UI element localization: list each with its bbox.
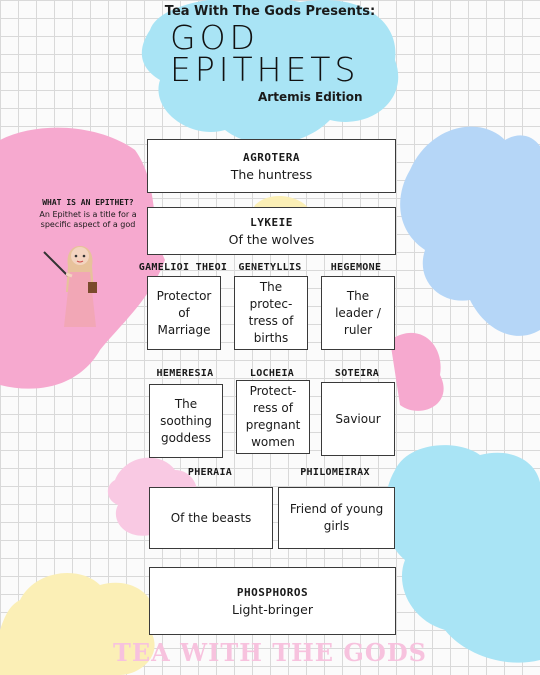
desc-hegemone: The leader / ruler [321,276,395,350]
title-line-2: EPITHETS [170,50,360,89]
label-locheia: LOCHEIA [249,368,295,379]
presenter-illustration [40,232,120,332]
epithet-desc: Of the wolves [228,231,315,247]
epithet-lykeie [147,207,396,255]
edition-subtitle: Artemis Edition [258,90,363,104]
epithet-agrotera [147,139,396,193]
desc-pheraia: Of the beasts [149,487,273,549]
epithet-name: LYKEIE [250,215,293,229]
desc-genetyllis: The protec-tress of births [234,276,308,350]
epithet-desc: Light-bringer [232,601,313,617]
label-pheraia: PHERAIA [187,467,233,478]
presents-heading: Tea With The Gods Presents: [164,4,376,19]
blue-blob-right [400,127,540,336]
desc-philomeirax: Friend of young girls [278,487,395,549]
title-line-1: GOD [170,18,259,57]
footer-brand: TEA WITH THE GODS [113,638,427,667]
epithet-question: WHAT IS AN EPITHET? [42,198,134,207]
label-gamelioi-theoi: GAMELIOI THEOI [138,262,228,273]
label-hegemone: HEGEMONE [330,262,382,273]
label-genetyllis: GENETYLLIS [238,262,302,273]
blue-blob-right-lower [385,445,540,663]
epithet-name: AGROTERA [243,150,300,164]
epithet-desc: The huntress [230,166,313,182]
epithet-name: PHOSPHOROS [236,585,309,599]
pink-blob-mid [390,333,444,411]
label-hemeresia: HEMERESIA [156,368,214,379]
desc-locheia: Protect-ress of pregnant women [236,380,310,454]
page-title [170,18,360,89]
epithet-definition: An Epithet is a title for a specific aspect of a god [39,210,137,229]
label-philomeirax: PHILOMEIRAX [300,467,370,478]
label-soteira: SOTEIRA [334,368,380,379]
desc-hemeresia: The soothing goddess [149,384,223,458]
epithet-phosphoros [149,567,396,635]
desc-soteira: Saviour [321,382,395,456]
desc-gamelioi-theoi: Protector of Marriage [147,276,221,350]
